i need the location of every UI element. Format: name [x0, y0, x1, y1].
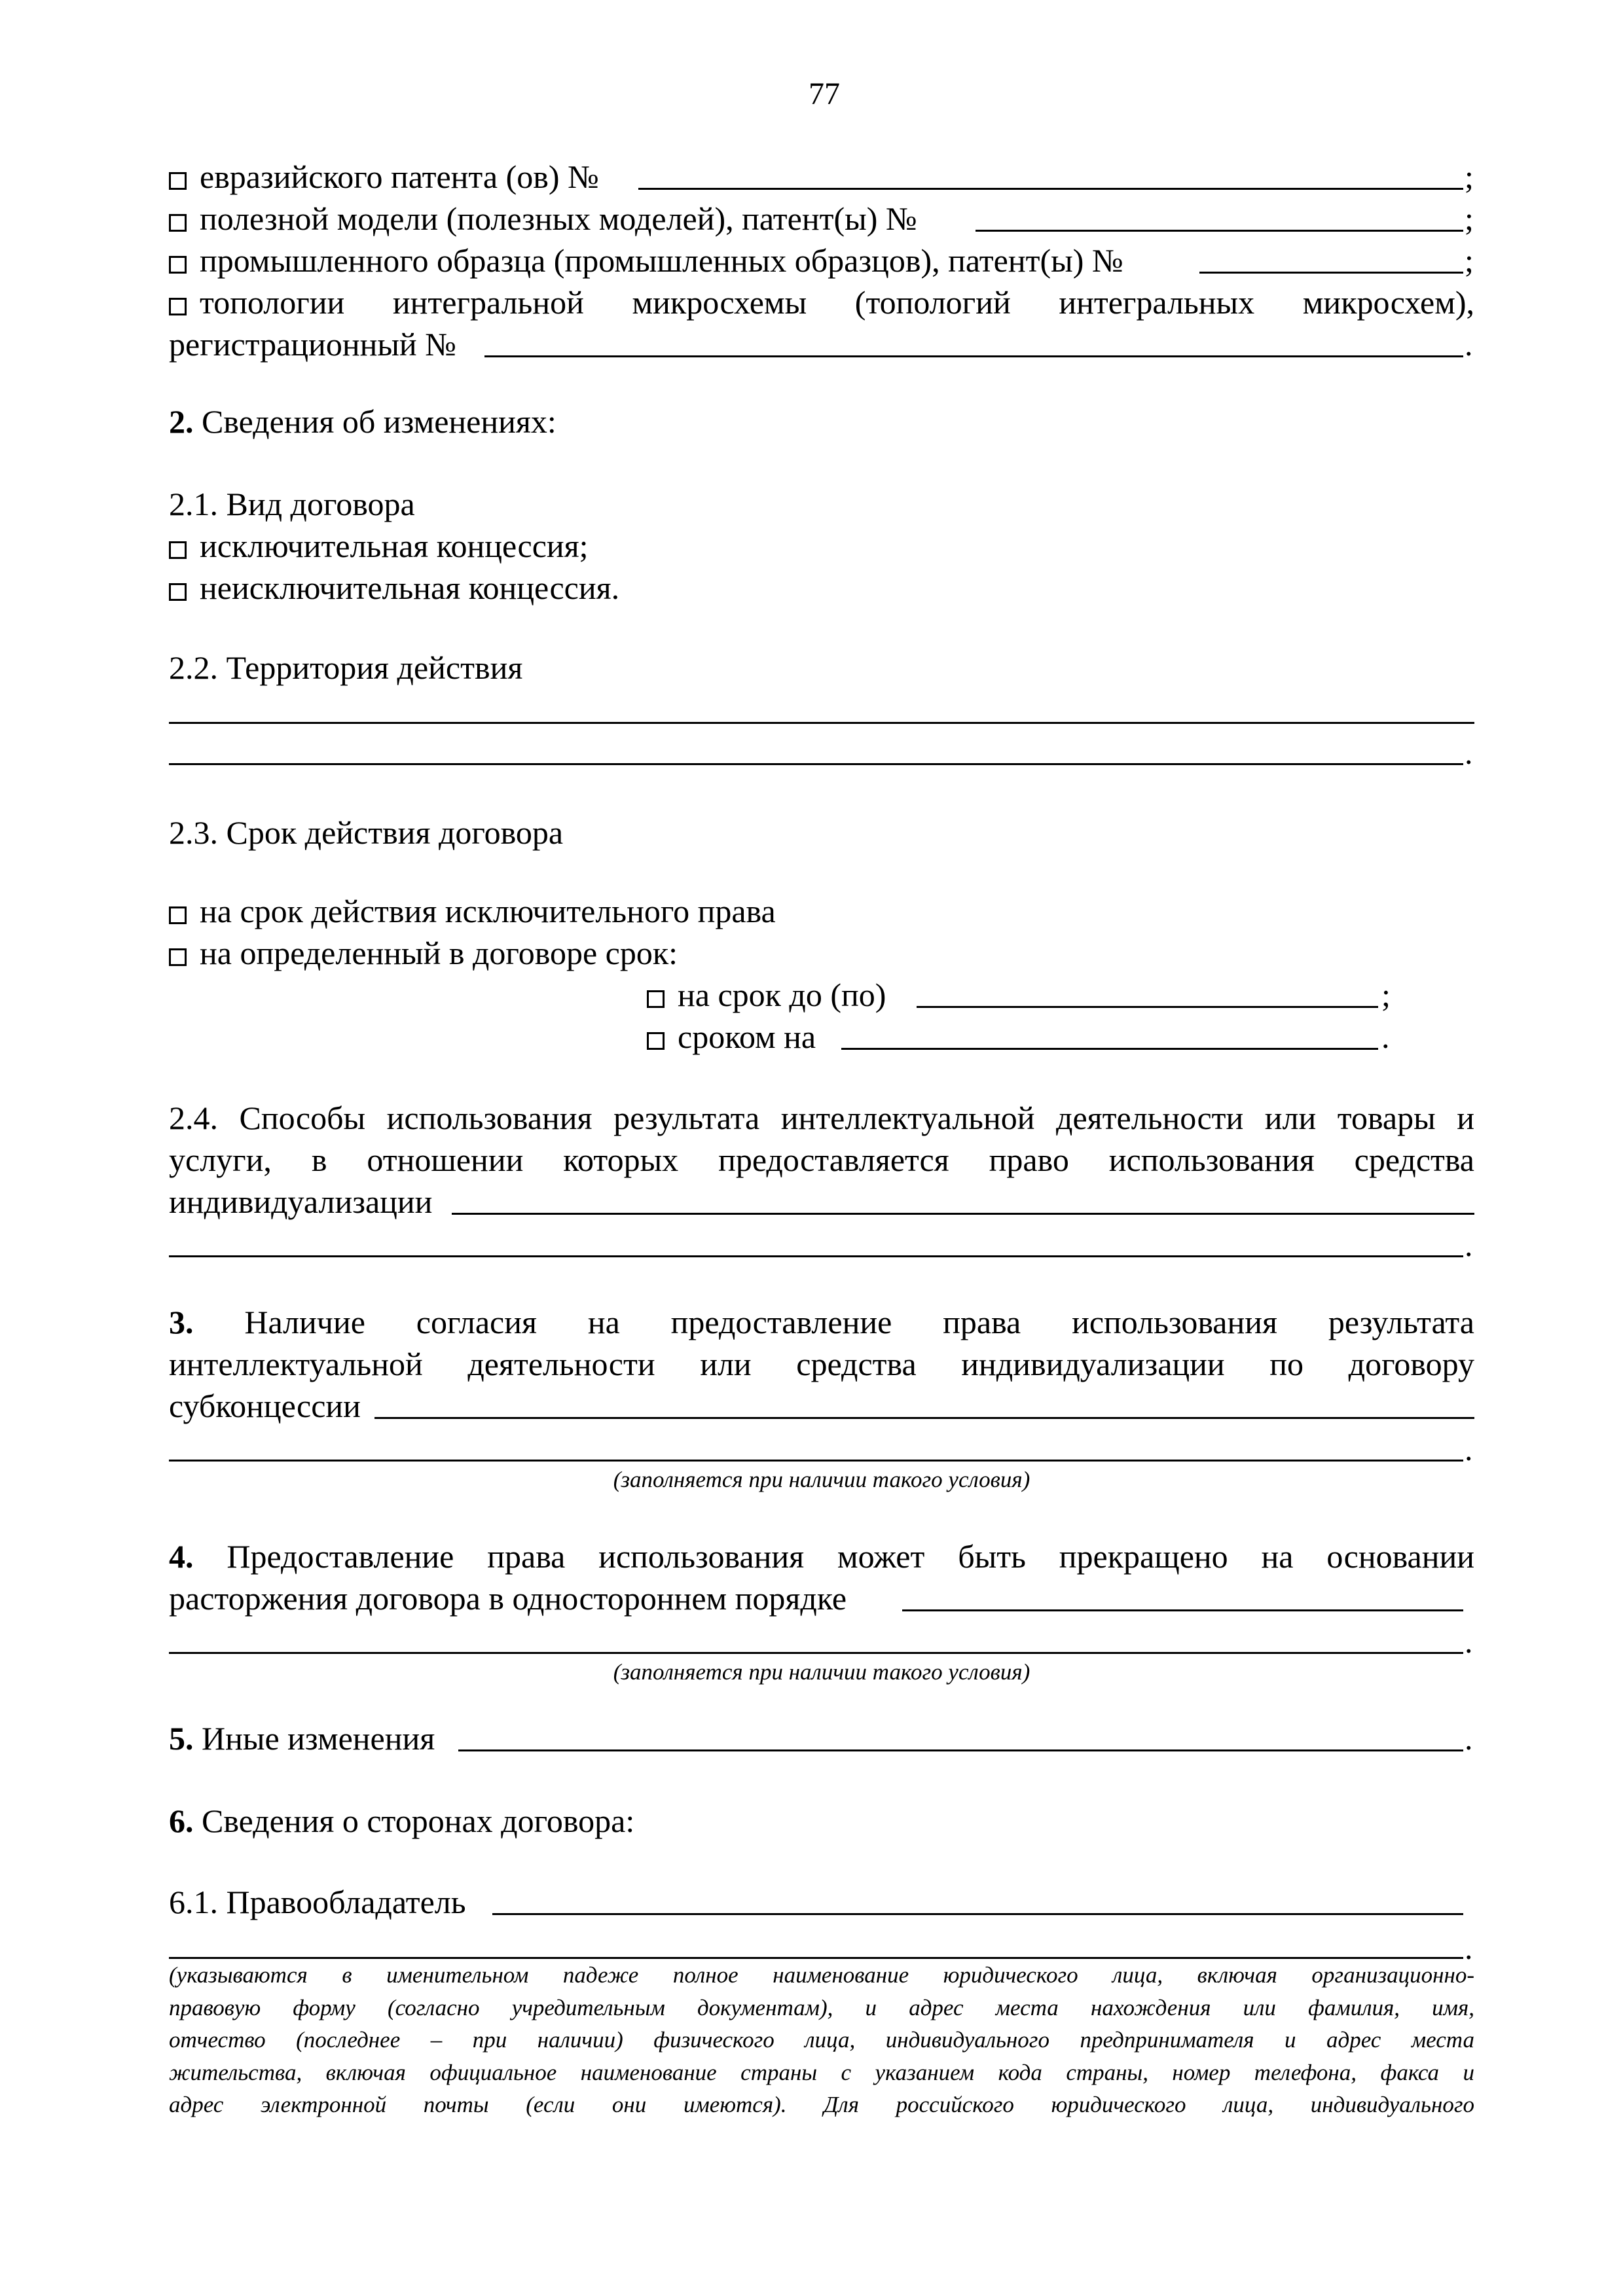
non-exclusive-concession-checkbox[interactable]	[169, 583, 187, 601]
territory-field-line-2[interactable]	[169, 763, 1463, 765]
section-number: 3.	[169, 1304, 194, 1340]
topology-number-field[interactable]	[484, 323, 1463, 357]
section-number: 6.	[169, 1803, 194, 1839]
section-number: 4.	[169, 1538, 194, 1575]
section-4-note: (заполняется при наличии такого условия)	[613, 1659, 1030, 1685]
punct-semicolon: ;	[1465, 242, 1474, 279]
eurasian-patent-checkbox[interactable]	[169, 172, 187, 190]
term-defined-option	[169, 932, 678, 974]
rightholder-note-line: жительства, включая официальное наименование страны с указанием кода страны, номер телефона, факса и	[169, 2059, 1474, 2085]
section-3-note: (заполняется при наличии такого условия)	[613, 1467, 1030, 1492]
term-defined-checkbox[interactable]	[169, 948, 187, 966]
contract-type-heading: 2.1. Вид договора	[169, 486, 415, 522]
punct-period: .	[1465, 1929, 1473, 1966]
page-number: 77	[809, 77, 840, 111]
industrial-design-label: промышленного образца (промышленных образцов), патент(ы) №	[200, 242, 1123, 279]
non-exclusive-concession-option	[169, 567, 619, 609]
rightholder-label: 6.1. Правообладатель	[169, 1884, 466, 1920]
punct-semicolon: ;	[1465, 200, 1474, 237]
section-4-text-1: Предоставление права использования может быть прекращено на основании	[227, 1538, 1474, 1575]
usage-methods-field-1[interactable]	[452, 1181, 1474, 1215]
exclusive-concession-option	[169, 525, 589, 567]
rightholder-note	[169, 1959, 1474, 2121]
exclusive-concession-checkbox[interactable]	[169, 541, 187, 559]
other-changes-field[interactable]	[458, 1717, 1463, 1751]
term-heading: 2.3. Срок действия договора	[169, 814, 564, 851]
usage-methods-line-2: услуги, в отношении которых предоставляется право использования средства	[169, 1141, 1474, 1178]
sublicense-consent-field-1[interactable]	[374, 1385, 1474, 1419]
section-number: 2.	[169, 403, 194, 440]
rightholder-note-line: правовую форму (согласно учредительным документам), и адрес места нахождения или фамилия, имя,	[169, 1994, 1474, 2020]
section-3-text-1: Наличие согласия на предоставление права использования результата	[244, 1304, 1474, 1340]
punct-period: .	[1465, 326, 1473, 363]
usage-methods-line-3: индивидуализации	[169, 1183, 433, 1220]
utility-model-number-field[interactable]	[976, 198, 1463, 232]
section-number: 5.	[169, 1720, 194, 1757]
territory-field-line-1[interactable]	[169, 722, 1474, 724]
punct-period: .	[1465, 1227, 1473, 1263]
term-until-field[interactable]	[917, 974, 1378, 1008]
term-defined-label: на определенный в договоре срок:	[200, 935, 678, 971]
eurasian-patent-option	[169, 156, 599, 198]
utility-model-label: полезной модели (полезных моделей), патент(ы) №	[200, 200, 917, 237]
utility-model-checkbox[interactable]	[169, 214, 187, 232]
section-title: Сведения об изменениях:	[202, 403, 556, 440]
term-exclusive-right-label: на срок действия исключительного права	[200, 893, 776, 929]
section-title: Сведения о сторонах договора:	[202, 1803, 635, 1839]
rightholder-note-line: (указываются в именительном падеже полное наименование юридического лица, включая организационно-	[169, 1962, 1474, 1988]
term-exclusive-right-option	[169, 890, 776, 932]
usage-methods-field-2[interactable]	[169, 1255, 1463, 1257]
section-2-heading	[169, 401, 556, 442]
exclusive-concession-label: исключительная концессия;	[200, 528, 589, 564]
topology-reg-label: регистрационный №	[169, 326, 456, 363]
sublicense-consent-field-2[interactable]	[169, 1460, 1463, 1462]
section-3-line-2: интеллектуальной деятельности или средства индивидуализации по договору	[169, 1346, 1474, 1382]
section-4-line-2: расторжения договора в одностороннем порядке	[169, 1580, 847, 1617]
section-6-heading	[169, 1800, 634, 1842]
term-exclusive-right-checkbox[interactable]	[169, 906, 187, 924]
punct-semicolon: ;	[1465, 158, 1474, 195]
eurasian-patent-number-field[interactable]	[638, 156, 1463, 190]
rightholder-field-1[interactable]	[492, 1881, 1463, 1915]
termination-field-2[interactable]	[169, 1652, 1463, 1654]
other-changes-label: Иные изменения	[202, 1720, 435, 1757]
rightholder-note-line: адрес электронной почты (если они имеются). Для российского юридического лица, индивидуального	[169, 2092, 1474, 2117]
industrial-design-number-field[interactable]	[1199, 240, 1463, 274]
rightholder-note-line: отчество (последнее – при наличии) физического лица, индивидуального предпринимателя и адрес места	[169, 2027, 1474, 2053]
term-until-option	[647, 974, 886, 1016]
topology-label: топологии интегральной микросхемы (топологий интегральных микросхем),	[200, 284, 1474, 321]
punct-period: .	[1465, 1623, 1473, 1660]
termination-field-1[interactable]	[902, 1577, 1463, 1611]
term-until-checkbox[interactable]	[647, 990, 665, 1008]
section-3-line-1	[169, 1301, 1474, 1343]
industrial-design-option	[169, 240, 1123, 281]
utility-model-option	[169, 198, 917, 240]
section-3-line-3: субконцессии	[169, 1388, 361, 1424]
punct-period: .	[1465, 734, 1473, 771]
topology-checkbox[interactable]	[169, 298, 187, 315]
section-4-line-1	[169, 1535, 1474, 1577]
industrial-design-checkbox[interactable]	[169, 256, 187, 274]
term-period-option	[647, 1016, 816, 1058]
term-until-label: на срок до (по)	[678, 977, 886, 1013]
section-5-line	[169, 1717, 435, 1759]
territory-heading: 2.2. Территория действия	[169, 649, 523, 686]
punct-period: .	[1381, 1018, 1390, 1055]
non-exclusive-concession-label: неисключительная концессия.	[200, 569, 620, 606]
term-period-label: сроком на	[678, 1018, 816, 1055]
punct-period: .	[1465, 1720, 1473, 1757]
usage-methods-line-1: 2.4. Способы использования результата интеллектуальной деятельности или товары и	[169, 1100, 1474, 1136]
term-period-field[interactable]	[841, 1016, 1378, 1050]
eurasian-patent-label: евразийского патента (ов) №	[200, 158, 599, 195]
term-period-checkbox[interactable]	[647, 1032, 665, 1050]
punct-period: .	[1465, 1431, 1473, 1467]
topology-option	[169, 281, 1474, 323]
punct-semicolon: ;	[1381, 977, 1391, 1013]
